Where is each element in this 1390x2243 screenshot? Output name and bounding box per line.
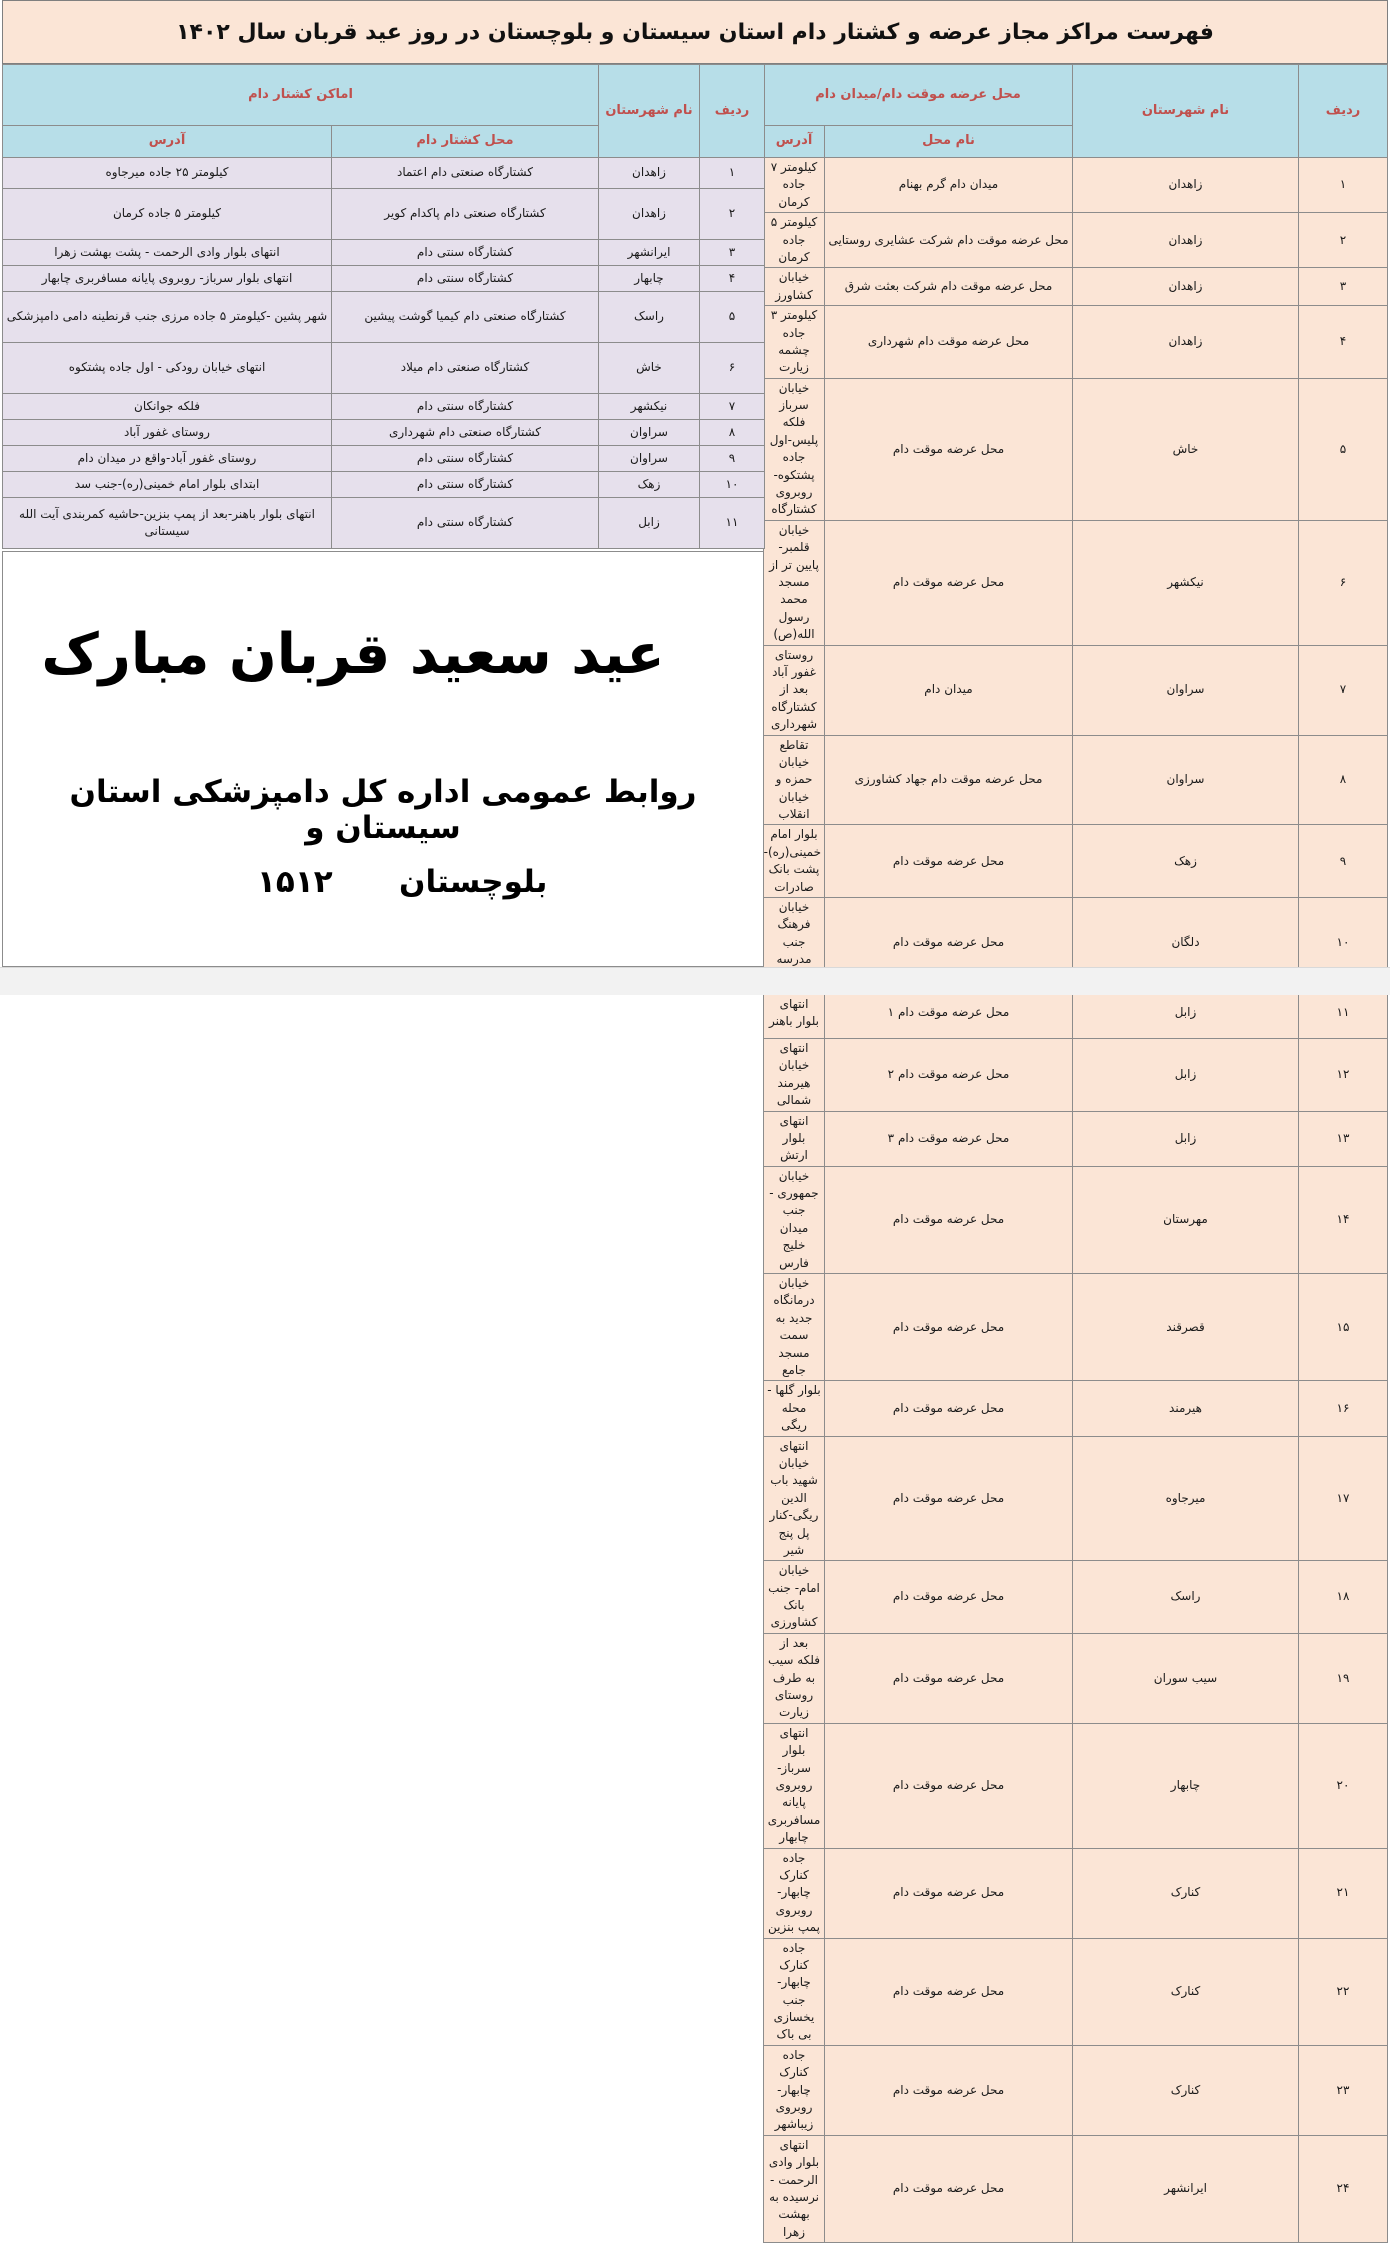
row-number-cell: ۴ xyxy=(1299,306,1388,379)
table-row xyxy=(764,825,1388,898)
row-number-cell: ۳ xyxy=(1299,268,1388,306)
city-cell: هیرمند xyxy=(1073,1381,1299,1436)
address-cell: بلوار گلها - محله ریگی xyxy=(764,1381,825,1436)
livestock-market-table xyxy=(763,64,1388,2243)
city-cell: زابل xyxy=(1073,1111,1299,1166)
row-number-cell: ۸ xyxy=(700,420,765,446)
address-cell: جاده کنارک چابهار-روبروی پمپ بنزین xyxy=(764,1848,825,1938)
address-cell: بعد از فلکه سیب به طرف روستای زیارت xyxy=(764,1633,825,1723)
city-cell: قصرقند xyxy=(1073,1274,1299,1381)
place-cell: کشتارگاه صنعتی دام کیمیا گوشت پیشین xyxy=(332,292,599,343)
place-cell: محل عرضه موقت دام xyxy=(825,1938,1073,2045)
table-row xyxy=(3,240,765,266)
page-title: فهرست مراکز مجاز عرضه و کشتار دام استان سیستان و بلوچستان در روز عید قربان سال ۱۴۰۲ xyxy=(2,0,1388,64)
header-address: آدرس xyxy=(3,126,332,158)
row-number-cell: ۱۱ xyxy=(700,498,765,549)
table-row xyxy=(764,520,1388,645)
row-number-cell: ۱۷ xyxy=(1299,1436,1388,1561)
city-cell: کنارک xyxy=(1073,2045,1299,2135)
address-cell: کیلومتر ۵ جاده کرمان xyxy=(3,189,332,240)
place-cell: محل عرضه موقت دام شرکت عشایری روستایی xyxy=(825,213,1073,268)
place-cell: محل عرضه موقت دام xyxy=(825,1166,1073,1273)
row-number-cell: ۱ xyxy=(700,158,765,189)
place-cell: محل عرضه موقت دام xyxy=(825,1561,1073,1634)
city-cell: سراوان xyxy=(1073,645,1299,735)
header-place: محل کشتار دام xyxy=(332,126,599,158)
header-row-number: ردیف xyxy=(1299,65,1388,158)
city-cell: راسک xyxy=(599,292,700,343)
place-cell: محل عرضه موقت دام xyxy=(825,2135,1073,2242)
greeting-box xyxy=(2,551,764,967)
place-cell: محل عرضه موقت دام شرکت بعثت شرق xyxy=(825,268,1073,306)
place-cell: کشتارگاه سنتی دام xyxy=(332,472,599,498)
address-cell: انتهای بلوار سرباز- روبروی پایانه مسافربری چابهار xyxy=(764,1723,825,1848)
city-cell: زابل xyxy=(1073,987,1299,1038)
table-row xyxy=(764,1038,1388,1111)
row-number-cell: ۱۸ xyxy=(1299,1561,1388,1634)
header-row-number: ردیف xyxy=(700,65,765,158)
row-number-cell: ۱۲ xyxy=(1299,1038,1388,1111)
address-cell: انتهای بلوار باهنر xyxy=(764,987,825,1038)
place-cell: میدان دام xyxy=(825,645,1073,735)
row-number-cell: ۶ xyxy=(1299,520,1388,645)
city-cell: سراوان xyxy=(1073,735,1299,825)
sheet-footer xyxy=(0,967,1390,995)
row-number-cell: ۸ xyxy=(1299,735,1388,825)
address-cell: انتهای بلوار سرباز- روبروی پایانه مسافربری چابهار xyxy=(3,266,332,292)
row-number-cell: ۹ xyxy=(700,446,765,472)
city-cell: کنارک xyxy=(1073,1938,1299,2045)
address-cell: خیابان قلمبر-پایین تر از مسجد محمد رسول الله(ص) xyxy=(764,520,825,645)
table-row xyxy=(3,343,765,394)
city-cell: زاهدان xyxy=(599,158,700,189)
table-row xyxy=(3,498,765,549)
city-cell: مهرستان xyxy=(1073,1166,1299,1273)
table-row xyxy=(3,292,765,343)
address-cell: شهر پشین -کیلومتر ۵ جاده مرزی جنب قرنطینه دامی دامپزشکی xyxy=(3,292,332,343)
row-number-cell: ۲۳ xyxy=(1299,2045,1388,2135)
place-cell: محل عرضه موقت دام xyxy=(825,898,1073,988)
place-cell: محل عرضه موقت دام ۳ xyxy=(825,1111,1073,1166)
header-slaughter-group: اماکن کشتار دام xyxy=(3,65,599,126)
city-cell: سراوان xyxy=(599,420,700,446)
table-row xyxy=(764,158,1388,213)
table-row xyxy=(764,1723,1388,1848)
city-cell: خاش xyxy=(599,343,700,394)
greeting-phone-code: ۱۵۱۲ xyxy=(257,864,333,900)
place-cell: محل عرضه موقت دام xyxy=(825,1436,1073,1561)
table-row xyxy=(764,378,1388,520)
table-row xyxy=(764,1166,1388,1273)
address-cell: جاده کنارک چابهار- روبروی زیباشهر xyxy=(764,2045,825,2135)
address-cell: خیابان سرباز فلکه پلیس-اول جاده پشتکوه-روبروی کشتارگاه xyxy=(764,378,825,520)
city-cell: زاهدان xyxy=(1073,268,1299,306)
header-place: نام محل xyxy=(825,126,1073,158)
city-cell: ایرانشهر xyxy=(1073,2135,1299,2242)
table-row xyxy=(764,1274,1388,1381)
table-row xyxy=(764,735,1388,825)
address-cell: انتهای خیابان هیرمند شمالی xyxy=(764,1038,825,1111)
address-cell: تقاطع خیابان حمزه و خیابان انقلاب xyxy=(764,735,825,825)
table-row xyxy=(764,1938,1388,2045)
address-cell: انتهای بلوار باهنر-بعد از پمپ بنزین-حاشیه کمربندی آیت الله سیستانی xyxy=(3,498,332,549)
table-row xyxy=(764,306,1388,379)
row-number-cell: ۱۵ xyxy=(1299,1274,1388,1381)
place-cell: محل عرضه موقت دام xyxy=(825,1274,1073,1381)
table-row xyxy=(764,987,1388,1038)
greeting-province: بلوچستان xyxy=(399,864,548,900)
slaughterhouse-table xyxy=(2,64,765,549)
table-row xyxy=(764,2135,1388,2242)
table-row xyxy=(764,213,1388,268)
header-city: نام شهرستان xyxy=(599,65,700,158)
city-cell: میرجاوه xyxy=(1073,1436,1299,1561)
place-cell: کشتارگاه صنعتی دام میلاد xyxy=(332,343,599,394)
city-cell: نیکشهر xyxy=(599,394,700,420)
row-number-cell: ۱۹ xyxy=(1299,1633,1388,1723)
row-number-cell: ۱۳ xyxy=(1299,1111,1388,1166)
address-cell: روستای غفور آباد xyxy=(3,420,332,446)
header-market-group: محل عرضه موقت دام/میدان دام xyxy=(764,65,1073,126)
address-cell: کیلومتر ۳ جاده چشمه زیارت xyxy=(764,306,825,379)
place-cell: محل عرضه موقت دام xyxy=(825,1381,1073,1436)
city-cell: چابهار xyxy=(1073,1723,1299,1848)
place-cell: محل عرضه موقت دام xyxy=(825,378,1073,520)
place-cell: کشتارگاه سنتی دام xyxy=(332,446,599,472)
table-row xyxy=(764,1111,1388,1166)
row-number-cell: ۱۴ xyxy=(1299,1166,1388,1273)
city-cell: زهک xyxy=(1073,825,1299,898)
city-cell: چابهار xyxy=(599,266,700,292)
place-cell: محل عرضه موقت دام شهرداری xyxy=(825,306,1073,379)
greeting-organization: روابط عمومی اداره کل دامپزشکی استان سیستان و xyxy=(69,774,697,846)
place-cell: کشتارگاه سنتی دام xyxy=(332,240,599,266)
greeting-title: عید سعید قربان مبارک xyxy=(41,622,665,687)
city-cell: سیب سوران xyxy=(1073,1633,1299,1723)
table-row xyxy=(3,420,765,446)
place-cell: کشتارگاه سنتی دام xyxy=(332,266,599,292)
row-number-cell: ۲۰ xyxy=(1299,1723,1388,1848)
city-cell: زهک xyxy=(599,472,700,498)
table-row xyxy=(764,1436,1388,1561)
city-cell: راسک xyxy=(1073,1561,1299,1634)
table-row xyxy=(3,189,765,240)
address-cell: کیلومتر ۲۵ جاده میرجاوه xyxy=(3,158,332,189)
table-row xyxy=(764,1561,1388,1634)
row-number-cell: ۲۱ xyxy=(1299,1848,1388,1938)
address-cell: ابتدای بلوار امام خمینی(ره)-جنب سد xyxy=(3,472,332,498)
place-cell: کشتارگاه سنتی دام xyxy=(332,394,599,420)
table-row xyxy=(764,1633,1388,1723)
address-cell: خیابان کشاورز xyxy=(764,268,825,306)
address-cell: انتهای خیابان شهید باب الدین ریگی-کنار پل پنج شیر xyxy=(764,1436,825,1561)
place-cell: میدان دام گرم بهنام xyxy=(825,158,1073,213)
row-number-cell: ۱۶ xyxy=(1299,1381,1388,1436)
row-number-cell: ۲۴ xyxy=(1299,2135,1388,2242)
city-cell: سراوان xyxy=(599,446,700,472)
address-cell: جاده کنارک چابهار- جنب یخسازی بی باک xyxy=(764,1938,825,2045)
city-cell: زاهدان xyxy=(1073,158,1299,213)
row-number-cell: ۱ xyxy=(1299,158,1388,213)
place-cell: محل عرضه موقت دام جهاد کشاورزی xyxy=(825,735,1073,825)
address-cell: خیابان درمانگاه جدید به سمت مسجد جامع xyxy=(764,1274,825,1381)
place-cell: کشتارگاه سنتی دام xyxy=(332,498,599,549)
address-cell: روستای غفور آباد بعد از کشتارگاه شهرداری xyxy=(764,645,825,735)
address-cell: فلکه جوانکان xyxy=(3,394,332,420)
table-row xyxy=(3,446,765,472)
city-cell: ایرانشهر xyxy=(599,240,700,266)
table-row xyxy=(3,158,765,189)
place-cell: محل عرضه موقت دام ۲ xyxy=(825,1038,1073,1111)
row-number-cell: ۱۰ xyxy=(1299,898,1388,988)
address-cell: خیابان جمهوری - جنب میدان خلیج فارس xyxy=(764,1166,825,1273)
place-cell: کشتارگاه صنعتی دام اعتماد xyxy=(332,158,599,189)
table-row xyxy=(764,645,1388,735)
city-cell: نیکشهر xyxy=(1073,520,1299,645)
address-cell: انتهای بلوار ارتش xyxy=(764,1111,825,1166)
city-cell: دلگان xyxy=(1073,898,1299,988)
place-cell: محل عرضه موقت دام xyxy=(825,520,1073,645)
row-number-cell: ۲ xyxy=(700,189,765,240)
table-row xyxy=(3,394,765,420)
city-cell: خاش xyxy=(1073,378,1299,520)
address-cell: کیلومتر ۷ جاده کرمان xyxy=(764,158,825,213)
place-cell: کشتارگاه صنعتی دام شهرداری xyxy=(332,420,599,446)
table-row xyxy=(764,1381,1388,1436)
address-cell: انتهای بلوار وادی الرحمت - نرسیده به بهشت زهرا xyxy=(764,2135,825,2242)
row-number-cell: ۲ xyxy=(1299,213,1388,268)
row-number-cell: ۱۱ xyxy=(1299,987,1388,1038)
place-cell: محل عرضه موقت دام xyxy=(825,1723,1073,1848)
address-cell: روستای غفور آباد-واقع در میدان دام xyxy=(3,446,332,472)
row-number-cell: ۷ xyxy=(1299,645,1388,735)
row-number-cell: ۳ xyxy=(700,240,765,266)
table-row xyxy=(764,2045,1388,2135)
address-cell: انتهای خیابان رودکی - اول جاده پشتکوه xyxy=(3,343,332,394)
table-row xyxy=(3,472,765,498)
row-number-cell: ۶ xyxy=(700,343,765,394)
row-number-cell: ۹ xyxy=(1299,825,1388,898)
table-row xyxy=(764,268,1388,306)
place-cell: محل عرضه موقت دام xyxy=(825,2045,1073,2135)
place-cell: محل عرضه موقت دام ۱ xyxy=(825,987,1073,1038)
row-number-cell: ۵ xyxy=(1299,378,1388,520)
address-cell: خیابان فرهنگ جنب مدرسه xyxy=(764,898,825,988)
place-cell: محل عرضه موقت دام xyxy=(825,1848,1073,1938)
address-cell: خیابان امام- جنب بانک کشاورزی xyxy=(764,1561,825,1634)
row-number-cell: ۷ xyxy=(700,394,765,420)
table-row xyxy=(3,266,765,292)
row-number-cell: ۵ xyxy=(700,292,765,343)
city-cell: زاهدان xyxy=(1073,213,1299,268)
header-address: آدرس xyxy=(764,126,825,158)
place-cell: محل عرضه موقت دام xyxy=(825,1633,1073,1723)
city-cell: کنارک xyxy=(1073,1848,1299,1938)
header-city: نام شهرستان xyxy=(1073,65,1299,158)
city-cell: زاهدان xyxy=(599,189,700,240)
address-cell: انتهای بلوار وادی الرحمت - پشت بهشت زهرا xyxy=(3,240,332,266)
address-cell: بلوار امام خمینی(ره)- پشت بانک صادرات xyxy=(764,825,825,898)
place-cell: محل عرضه موقت دام xyxy=(825,825,1073,898)
row-number-cell: ۴ xyxy=(700,266,765,292)
city-cell: زابل xyxy=(599,498,700,549)
city-cell: زاهدان xyxy=(1073,306,1299,379)
row-number-cell: ۱۰ xyxy=(700,472,765,498)
place-cell: کشتارگاه صنعتی دام پاکدام کویر xyxy=(332,189,599,240)
table-row xyxy=(764,1848,1388,1938)
city-cell: زابل xyxy=(1073,1038,1299,1111)
row-number-cell: ۲۲ xyxy=(1299,1938,1388,2045)
address-cell: کیلومتر ۵ جاده کرمان xyxy=(764,213,825,268)
